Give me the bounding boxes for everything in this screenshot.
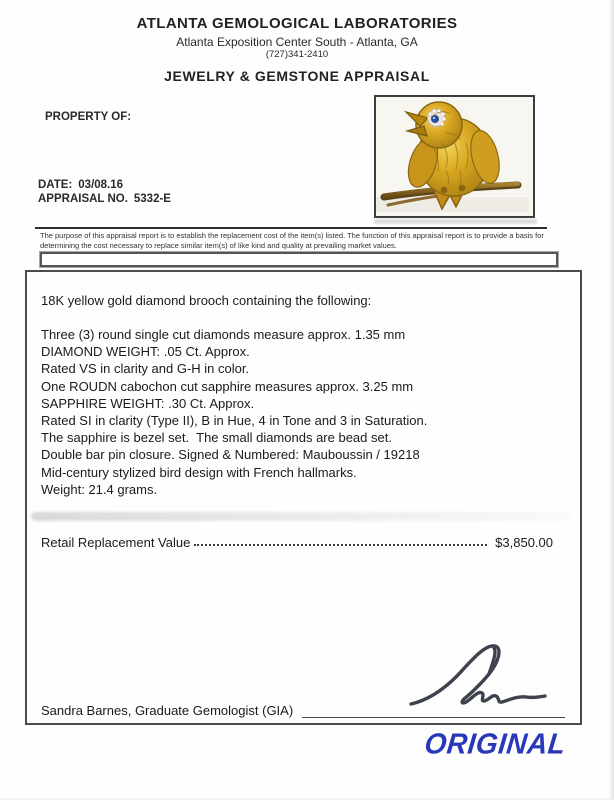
original-stamp: ORIGINAL xyxy=(423,727,568,760)
description-line: SAPPHIRE WEIGHT: .30 Ct. Approx. xyxy=(41,395,255,411)
description-lines xyxy=(41,326,427,498)
document-title: JEWELRY & GEMSTONE APPRAISAL xyxy=(164,68,430,84)
description-box xyxy=(25,270,582,725)
date-line xyxy=(38,179,123,191)
brooch-photo xyxy=(376,97,529,212)
description-line: The sapphire is bezel set. The small diamonds are bead set. xyxy=(41,430,392,446)
page-edge-shadow xyxy=(609,0,614,800)
lab-phone: (727)341-2410 xyxy=(265,49,329,60)
description-line: Rated SI in clarity (Type II), B in Hue, 4 in Tone and 3 in Saturation. xyxy=(41,413,428,429)
lab-address: Atlanta Exposition Center South - Atlanta, GA xyxy=(176,35,418,49)
signature-line xyxy=(302,715,565,718)
divider-line xyxy=(35,227,547,229)
date-value: 03/08.16 xyxy=(78,179,124,191)
retail-value-amount: $3,850.00 xyxy=(495,535,553,550)
property-of-label: PROPERTY OF: xyxy=(45,111,132,123)
lab-name: ATLANTA GEMOLOGICAL LABORATORIES xyxy=(136,15,458,32)
signer-name: Sandra Barnes, Graduate Gemologist (GIA) xyxy=(41,703,294,718)
signature-row xyxy=(41,703,565,718)
description-line: One ROUDN cabochon cut sapphire measures approx. 3.25 mm xyxy=(41,378,414,394)
scan-smudge xyxy=(31,512,571,521)
retail-value-label: Retail Replacement Value xyxy=(41,535,191,550)
appraisal-no-label: APPRAISAL NO. xyxy=(38,193,128,205)
dot-leader xyxy=(194,543,487,546)
description-line: Mid-century stylized bird design with French hallmarks. xyxy=(41,464,357,480)
retail-value-row xyxy=(41,535,553,550)
description-line: DIAMOND WEIGHT: .05 Ct. Approx. xyxy=(41,344,250,360)
photo-frame xyxy=(374,95,535,218)
spacer-bar xyxy=(40,252,558,267)
appraisal-no-line xyxy=(38,193,171,205)
description-line: Three (3) round single cut diamonds measure approx. 1.35 mm xyxy=(41,327,406,342)
description-line: Rated VS in clarity and G-H in color. xyxy=(41,361,250,377)
disclaimer-text: The purpose of this appraisal report is to establish the replacement cost of the item(s) listed. The function of this appraisal report is to provide a basis for determining the cost necessary to replace similar item(s) of like kind and quality at prevailing market values. xyxy=(40,231,544,250)
date-label: DATE: xyxy=(38,179,73,191)
description-line: Double bar pin closure. Signed & Numbered: Mauboussin / 19218 xyxy=(41,447,420,463)
appraisal-no-value: 5332-E xyxy=(133,193,171,205)
description-intro: 18K yellow gold diamond brooch containing the following: xyxy=(41,293,372,308)
photo-scan-shadow xyxy=(374,219,537,224)
description-line: Weight: 21.4 grams. xyxy=(41,481,158,497)
